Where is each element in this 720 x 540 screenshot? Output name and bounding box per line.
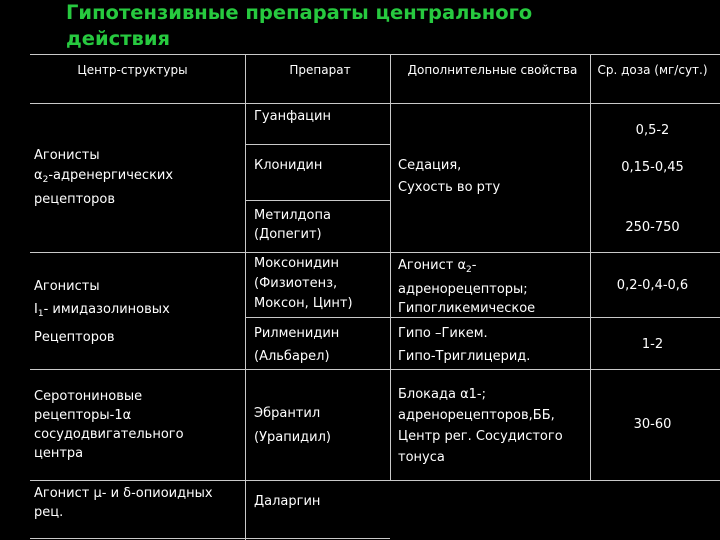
props-urapidil: Блокада α1-; адренорецепторов,ББ, Центр рег. Сосудистого тонуса <box>398 387 563 465</box>
drug-clonidine: Клонидин <box>254 158 323 173</box>
dose-urapidil: 30-60 <box>633 417 672 432</box>
drug-moxonidine: Моксонидин (Физиотенз, Моксон, Цинт) <box>254 256 353 311</box>
table-top-border <box>30 54 720 55</box>
dose-rilmenidine: 1-2 <box>641 337 664 352</box>
drug-urapidil: Эбрантил (Урапидил) <box>254 406 331 445</box>
row-divider-clonidine <box>245 144 390 145</box>
dose-guanfacine: 0,5-2 <box>635 123 670 138</box>
dose-methyldopa: 250-750 <box>625 220 680 235</box>
col-divider-1 <box>245 54 246 540</box>
drug-rilmenidine: Рилменидин (Альбарел) <box>254 326 340 364</box>
header-dose: Ср. доза (мг/сут.) <box>597 63 708 77</box>
dose-moxonidine: 0,2-0,4-0,6 <box>616 278 689 293</box>
drug-guanfacine: Гуанфацин <box>254 109 331 124</box>
row-divider-methyldopa <box>245 200 390 201</box>
row-divider-imidazoline <box>30 252 720 253</box>
table-bottom-left <box>30 538 390 539</box>
dose-clonidine: 0,15-0,45 <box>621 160 684 175</box>
props-alpha2: Седация, Сухость во рту <box>398 158 501 195</box>
row-divider-dalargin <box>30 480 720 481</box>
structure-opioid: Агонист μ- и δ-опиоидных рец. <box>34 486 213 520</box>
header-drug: Препарат <box>289 63 351 77</box>
header-divider <box>30 103 720 104</box>
structure-serotonin: Серотониновые рецепторы-1α сосудодвигательного центра <box>34 389 184 461</box>
drug-dalargin: Даларгин <box>254 494 321 509</box>
header-structure: Центр-структуры <box>77 63 188 77</box>
props-moxonidine: Агонист $\alpha_2-$ адренорецепторы; Гипогликемическое <box>398 258 536 316</box>
col-divider-3 <box>590 54 591 480</box>
page-title: Гипотензивные препараты центрального действия <box>66 1 533 50</box>
header-props: Дополнительные свойства <box>407 63 578 77</box>
props-rilmenidine: Гипо –Гикем. Гипо-Триглицерид. <box>398 326 531 364</box>
structure-alpha2: Агонисты $\alpha_2$-адренергических рецепторов <box>34 148 174 207</box>
drug-methyldopa: Метилдопа (Допегит) <box>254 208 331 242</box>
structure-imidazoline: Агонисты $I_1-$ имидазолиновых Рецепторов <box>34 279 170 345</box>
row-divider-serotonin <box>30 369 720 370</box>
col-divider-2 <box>390 54 391 480</box>
